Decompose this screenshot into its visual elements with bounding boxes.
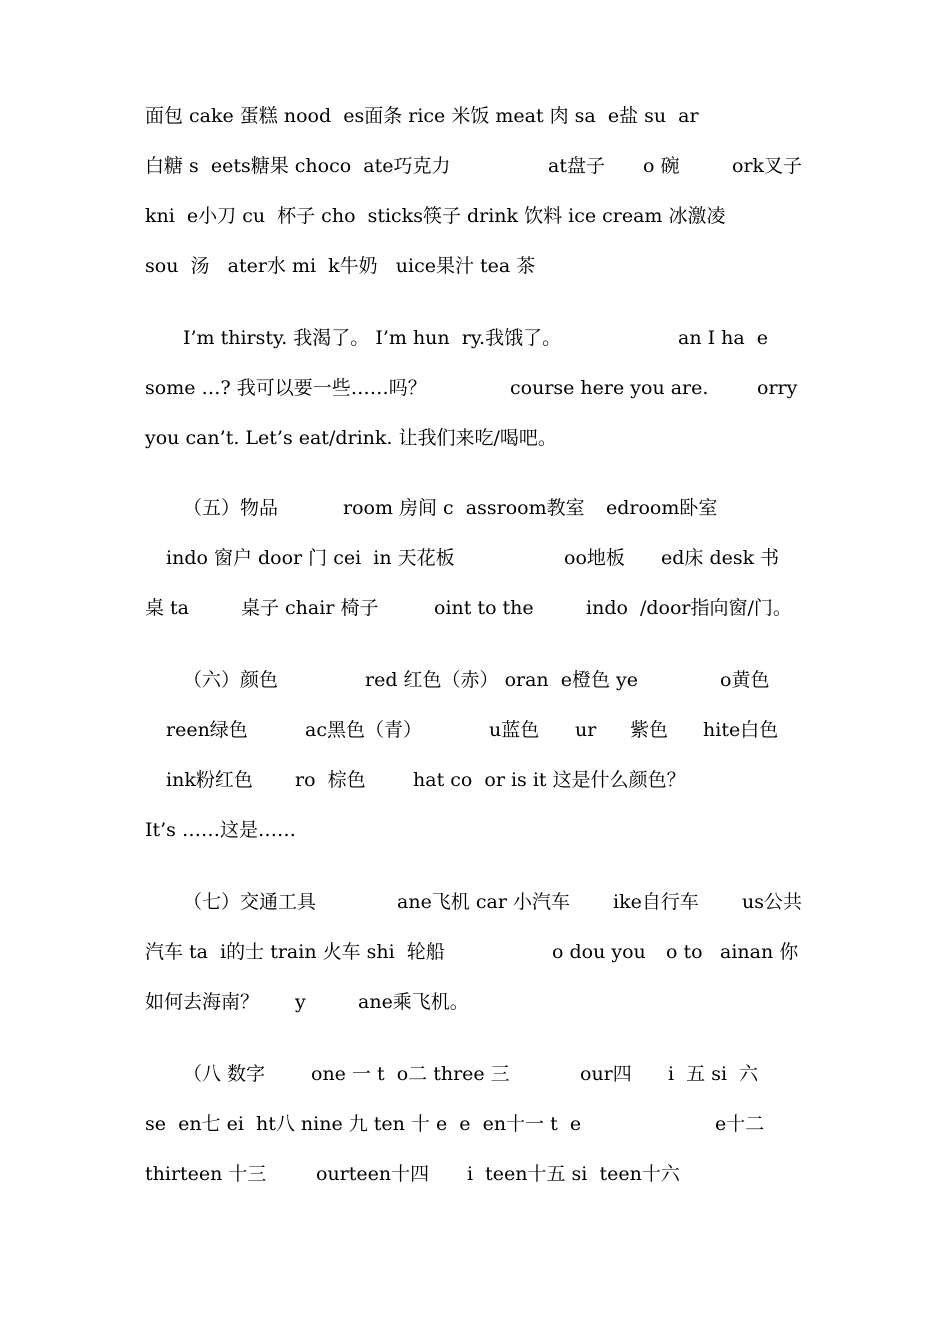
text-segment: ed床 desk 书 <box>661 547 780 569</box>
text-line <box>0 488 950 528</box>
text-line <box>0 96 950 136</box>
text-segment: ac黑色（青） <box>305 719 422 741</box>
text-segment: us公共 <box>742 891 802 913</box>
text-segment: o dou you <box>552 941 646 963</box>
text-segment: 桌子 chair 椅子 <box>241 597 379 619</box>
text-segment: se en七 ei ht八 nine 九 ten 十 e e en十一 t e <box>145 1113 582 1135</box>
text-line <box>0 318 950 358</box>
text-segment: （七）交通工具 <box>183 891 317 913</box>
text-segment: ro 棕色 <box>295 769 366 791</box>
text-segment: course here you are. <box>510 377 709 399</box>
text-segment: 桌 ta <box>145 597 190 619</box>
text-segment: indo 窗户 door 门 cei in 天花板 <box>166 547 455 569</box>
text-segment: o to <box>666 941 703 963</box>
text-line <box>0 932 950 972</box>
text-segment: indo /door指向窗/门。 <box>586 597 792 619</box>
text-segment: o黄色 <box>720 669 770 691</box>
text-segment: thirteen 十三 <box>145 1163 267 1185</box>
text-line <box>0 810 950 850</box>
text-segment: i teen十五 si teen十六 <box>467 1163 680 1185</box>
text-segment: （六）颜色 <box>183 669 279 691</box>
text-segment: ur <box>575 719 597 741</box>
text-segment: reen绿色 <box>166 719 248 741</box>
text-segment: ane飞机 car 小汽车 <box>397 891 570 913</box>
text-segment: at盘子 <box>548 155 605 177</box>
text-segment: sou 汤 ater水 mi k牛奶 uice果汁 tea 茶 <box>145 255 536 277</box>
text-segment: oo地板 <box>564 547 625 569</box>
text-segment: one 一 t o二 three 三 <box>311 1063 510 1085</box>
text-segment: 如何去海南？ <box>145 991 260 1013</box>
text-line <box>0 418 950 458</box>
text-line <box>0 1154 950 1194</box>
text-segment: you can’t. Let’s eat/drink. 让我们来吃/喝吧。 <box>145 427 557 449</box>
text-segment: orry <box>757 377 798 399</box>
text-segment: our四 <box>580 1063 632 1085</box>
text-segment: o 碗 <box>643 155 680 177</box>
text-segment: i 五 si 六 <box>668 1063 759 1085</box>
text-segment: ink粉红色 <box>166 769 253 791</box>
text-segment: ork叉子 <box>732 155 803 177</box>
text-line <box>0 710 950 750</box>
text-segment: 白糖 s eets糖果 choco ate巧克力 <box>145 155 451 177</box>
text-segment: ike自行车 <box>613 891 699 913</box>
text-segment: edroom卧室 <box>606 497 718 519</box>
text-segment: I’m thirsty. 我渴了。 I’m hun ry.我饿了。 <box>183 327 562 349</box>
text-line <box>0 1104 950 1144</box>
text-line <box>0 246 950 286</box>
text-segment: y <box>295 991 306 1013</box>
text-line <box>0 538 950 578</box>
text-segment: oint to the <box>434 597 534 619</box>
text-segment: （五）物品 <box>183 497 279 519</box>
text-segment: （八 数字 <box>183 1063 266 1085</box>
text-line <box>0 368 950 408</box>
text-line <box>0 196 950 236</box>
text-segment: 面包 cake 蛋糕 nood es面条 rice 米饭 meat 肉 sa e盐 su ar <box>145 105 699 127</box>
text-line <box>0 1054 950 1094</box>
text-segment: an I ha e <box>678 327 769 349</box>
text-segment: ainan 你 <box>720 941 799 963</box>
text-line <box>0 882 950 922</box>
text-segment: ane乘飞机。 <box>358 991 469 1013</box>
text-line <box>0 588 950 628</box>
text-segment: 紫色 <box>630 719 669 741</box>
text-line <box>0 660 950 700</box>
text-segment: e十二 <box>715 1113 765 1135</box>
text-segment: kni e小刀 cu 杯子 cho sticks筷子 drink 饮料 ice cream 冰激凌 <box>145 205 726 227</box>
text-line <box>0 146 950 186</box>
text-segment: red 红色（赤） oran e橙色 ye <box>365 669 638 691</box>
text-segment: It’s ……这是…… <box>145 819 296 841</box>
text-segment: 汽车 ta i的士 train 火车 shi 轮船 <box>145 941 445 963</box>
text-line <box>0 982 950 1022</box>
text-segment: hite白色 <box>703 719 779 741</box>
text-segment: hat co or is it 这是什么颜色？ <box>413 769 686 791</box>
text-segment: room 房间 c assroom教室 <box>343 497 585 519</box>
text-segment: u蓝色 <box>489 719 540 741</box>
text-segment: ourteen十四 <box>316 1163 430 1185</box>
text-segment: some …? 我可以要一些……吗？ <box>145 377 427 399</box>
text-line <box>0 760 950 800</box>
